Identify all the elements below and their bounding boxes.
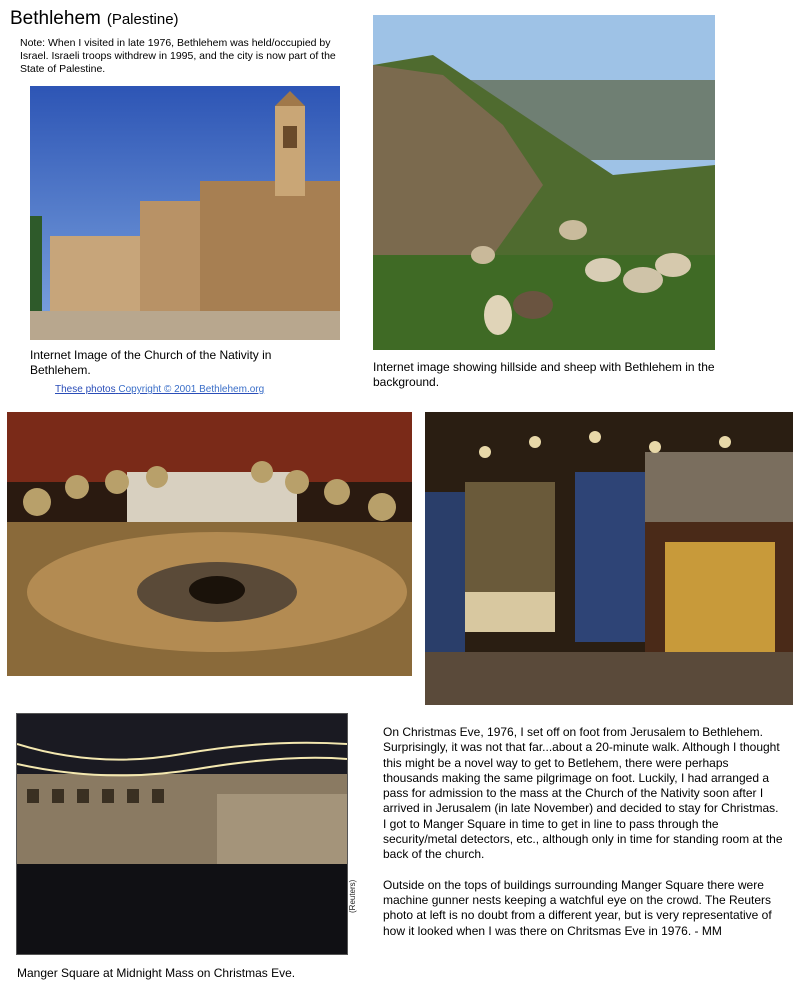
hillside-caption: Internet image showing hillside and sheep with Bethlehem in the background.	[373, 360, 715, 389]
church-of-nativity-photo	[30, 86, 340, 340]
grotto-interior-photo	[425, 412, 793, 705]
copyright-link[interactable]	[55, 384, 264, 395]
title-text: Bethlehem	[10, 8, 101, 29]
photo-credit: (Reuters)	[348, 879, 357, 913]
manger-caption: Manger Square at Midnight Mass on Christmas Eve.	[17, 966, 296, 980]
story-paragraph: Outside on the tops of buildings surrounding Manger Square there were machine gunner nests keeping a watchful eye on the crowd. The Reuters photo at left is no doubt from a different year, but is very representative of how it looked when I was there on Chritsmas Eve in 1976. - MM	[383, 877, 772, 938]
visit-note: Note: When I visited in late 1976, Bethlehem was held/occupied by Israel. Israeli troops withdrew in 1995, and the city is now part of the State of Palestine.	[20, 37, 336, 75]
story-paragraph: On Christmas Eve, 1976, I set off on foot from Jerusalem to Bethlehem. Surprisingly, it was not that far...about a 20-minute walk. Although I thought this might be a novel way to get to Betlehem, there were perhaps thousands making the same pilgrimage on foot. Luckily, I had arranged a pass for admission to the mass at the Church of the Nativity soon after I arrived in Jerusalem (in late November) and decided to stay for Christmas. I got to Manger Square in time to get in line to pass through the security/metal detectors, etc., although only in time for standing room at the back of the church.	[383, 725, 783, 862]
subtitle-text: (Palestine)	[106, 11, 179, 28]
story-text	[383, 725, 783, 954]
manger-square-photo	[16, 713, 348, 955]
hillside-sheep-photo	[373, 15, 715, 350]
page-title	[10, 8, 179, 30]
copyright-text: Copyright © 2001 Bethlehem.org	[118, 384, 265, 395]
church-caption: Internet Image of the Church of the Nativity in Bethlehem.	[30, 348, 272, 377]
grotto-star-photo	[7, 412, 412, 676]
copyright-link-text[interactable]: These photos	[55, 384, 116, 395]
